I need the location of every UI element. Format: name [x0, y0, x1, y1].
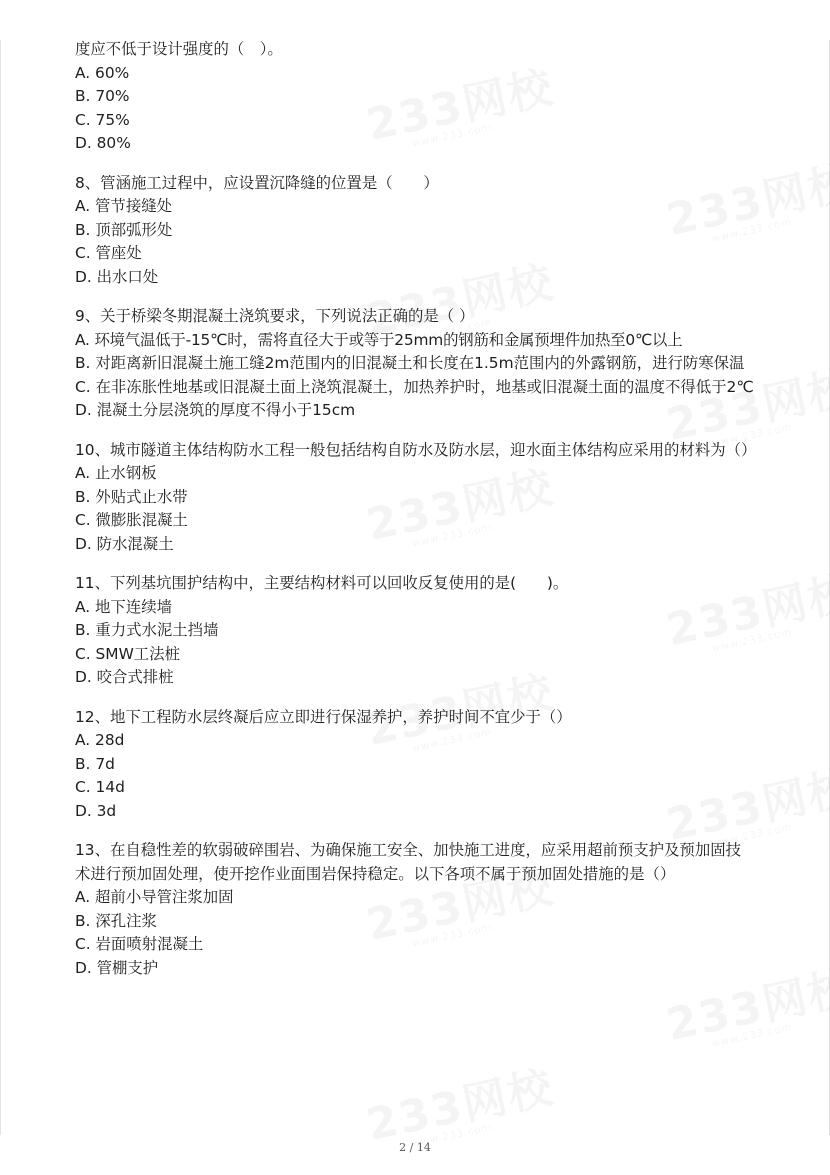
question-list: [75, 38, 755, 980]
answer-option: D. 出水口处: [75, 267, 159, 286]
question-block: [75, 172, 755, 290]
answer-option: A. 地下连续墙: [75, 597, 172, 616]
answer-option: B. 70%: [75, 87, 130, 105]
question-title: 8、管涵施工过程中，应设置沉降缝的位置是（ ）: [75, 173, 439, 192]
answer-option: A. 止水钢板: [75, 464, 157, 482]
page-number: 2 / 14: [399, 1141, 431, 1154]
answer-option: B. 外贴式止水带: [75, 487, 188, 506]
question-block: [75, 572, 755, 690]
answer-option: C. 微膨胀混凝土: [75, 511, 188, 529]
answer-option: B. 深孔注浆: [75, 911, 157, 930]
answer-option: D. 防水混凝土: [75, 534, 174, 553]
question-title: 13、在自稳性差的软弱破碎围岩、为确保施工安全、加快施工进度，应采用超前预支护及预加固技术进行预加固处理，使开挖作业面围岩保持稳定。以下各项不属于预加固处措施的是（）: [75, 841, 741, 883]
question-title: 12、地下工程防水层终凝后应立即进行保湿养护，养护时间不宜少于（）: [75, 707, 572, 726]
question-title: 9、关于桥梁冬期混凝土浇筑要求，下列说法正确的是（ ）: [75, 307, 475, 325]
answer-option: B. 7d: [75, 754, 115, 773]
answer-option: C. 在非冻胀性地基或旧混凝土面上浇筑混凝土，加热养护时，地基或旧混凝土面的温度不得低于2℃: [75, 377, 754, 396]
question-block: [75, 706, 755, 824]
answer-option: B. 重力式水泥土挡墙: [75, 621, 219, 639]
answer-option: D. 3d: [75, 801, 117, 820]
question-block: [75, 839, 755, 980]
answer-option: B. 对距离新旧混凝土施工缝2m范围内的旧混凝土和长度在1.5m范围内的外露钢筋，进行防寒保温: [75, 354, 745, 372]
answer-option: C. 75%: [75, 110, 130, 129]
answer-option: A. 60%: [75, 63, 130, 82]
question-title: 10、城市隧道主体结构防水工程一般包括结构自防水及防水层，迎水面主体结构应采用的材料为（）: [75, 440, 757, 459]
answer-option: A. 管节接缝处: [75, 197, 172, 215]
page-left-edge: [0, 40, 1, 1135]
question-title: 11、下列基坑围护结构中，主要结构材料可以回收反复使用的是( )。: [75, 574, 569, 592]
answer-option: C. 岩面喷射混凝土: [75, 935, 204, 953]
question-block: [75, 439, 755, 557]
answer-option: C. SMW工法桩: [75, 644, 180, 663]
answer-option: C. 14d: [75, 778, 125, 796]
question-block: [75, 38, 755, 156]
answer-option: A. 28d: [75, 731, 125, 749]
answer-option: D. 混凝土分层浇筑的厚度不得小于15cm: [75, 401, 356, 419]
answer-option: D. 80%: [75, 134, 131, 152]
answer-option: D. 管棚支护: [75, 958, 159, 977]
answer-option: B. 顶部弧形处: [75, 220, 173, 239]
answer-option: A. 超前小导管注浆加固: [75, 888, 234, 906]
question-block: [75, 305, 755, 423]
answer-option: C. 管座处: [75, 244, 142, 262]
answer-option: A. 环境气温低于-15℃时，需将直径大于或等于25mm的钢筋和金属预埋件加热至0℃以上: [75, 330, 683, 349]
answer-option: D. 咬合式排桩: [75, 668, 174, 686]
question-title: 度应不低于设计强度的（ ）。: [75, 40, 283, 58]
